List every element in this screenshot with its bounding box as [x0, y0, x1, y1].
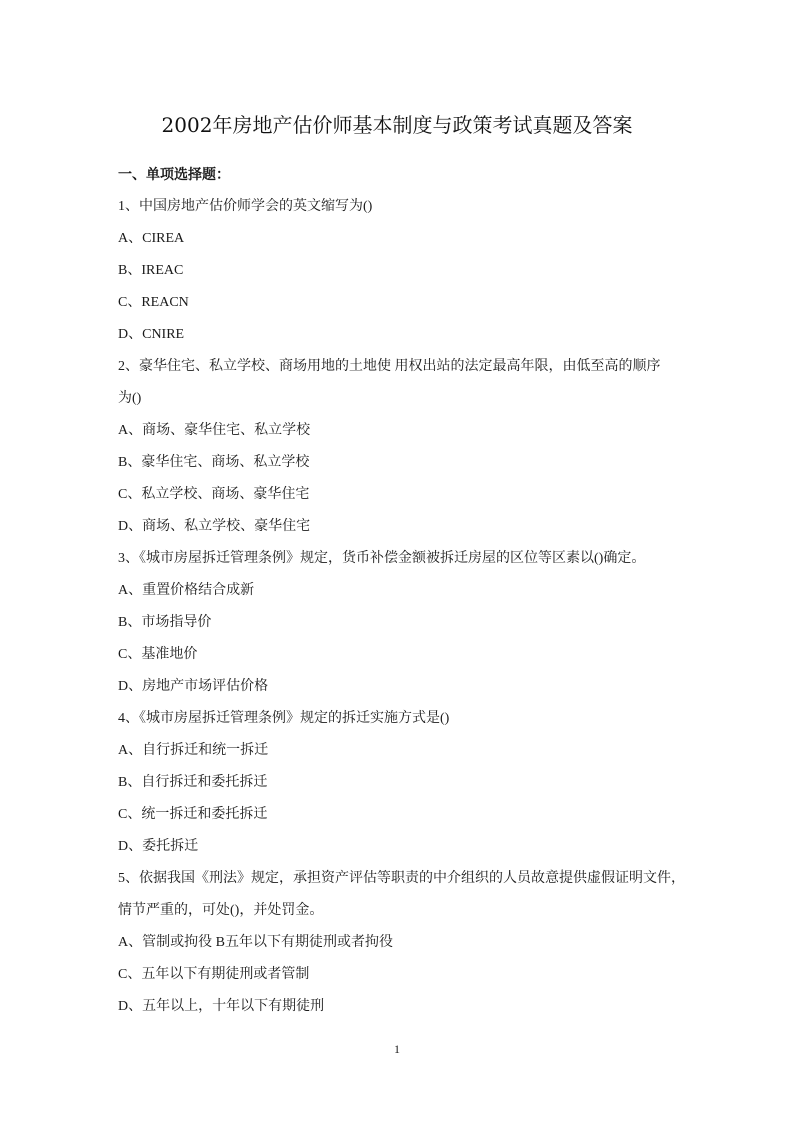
answer-option-b: B、IREAC [118, 263, 184, 278]
answer-option-a: A、商场、豪华住宅、私立学校 [118, 423, 311, 438]
page-number: 1 [394, 1042, 400, 1056]
answer-option-d: D、委托拆迁 [118, 839, 199, 854]
question-4 [118, 703, 718, 863]
answer-option-a: A、CIREA [118, 231, 185, 246]
section-heading: 一、单项选择题： [118, 167, 230, 183]
answer-option-c: C、五年以下有期徒刑或者管制 [118, 967, 310, 982]
answer-option-c: C、基准地价 [118, 647, 198, 662]
answer-option-a: A、自行拆迁和统一拆迁 [118, 743, 269, 758]
document-body [118, 159, 718, 1023]
question-stem: 3、《城市房屋拆迁管理条例》规定，货币补偿金额被拆迁房屋的区位等区素以()确定。 [118, 551, 646, 566]
answer-option-d: D、五年以上，十年以下有期徒刑 [118, 999, 325, 1014]
document-title: 2002年房地产估价师基本制度与政策考试真题及答案 [161, 113, 633, 137]
question-3 [118, 543, 718, 703]
answer-option-c: C、REACN [118, 295, 189, 310]
answer-option-b: B、市场指导价 [118, 615, 212, 630]
answer-option-d: D、CNIRE [118, 327, 185, 342]
question-stem: 4、《城市房屋拆迁管理条例》规定的拆迁实施方式是() [118, 711, 450, 726]
answer-option-b: B、自行拆迁和委托拆迁 [118, 775, 268, 790]
answer-option-a: A、重置价格结合成新 [118, 583, 255, 598]
answer-option-d: D、房地产市场评估价格 [118, 679, 269, 694]
question-stem: 2、豪华住宅、私立学校、商场用地的土地使 用权出站的法定最高年限，由低至高的顺序 [118, 359, 661, 374]
question-stem-continuation: 情节严重的，可处()，并处罚金。 [118, 903, 324, 918]
question-5 [118, 863, 718, 1023]
answer-option-c: C、私立学校、商场、豪华住宅 [118, 487, 310, 502]
question-stem: 5、依据我国《刑法》规定，承担资产评估等职责的中介组织的人员故意提供虚假证明文件， [118, 871, 685, 886]
question-2 [118, 351, 718, 543]
question-stem: 1、中国房地产估价师学会的英文缩写为() [118, 199, 373, 214]
answer-option-c: C、统一拆迁和委托拆迁 [118, 807, 268, 822]
question-1 [118, 191, 718, 351]
answer-option-a-b: A、管制或拘役 B五年以下有期徒刑或者拘役 [118, 935, 393, 950]
question-stem-continuation: 为() [118, 391, 142, 406]
answer-option-b: B、豪华住宅、商场、私立学校 [118, 455, 310, 470]
answer-option-d: D、商场、私立学校、豪华住宅 [118, 519, 311, 534]
